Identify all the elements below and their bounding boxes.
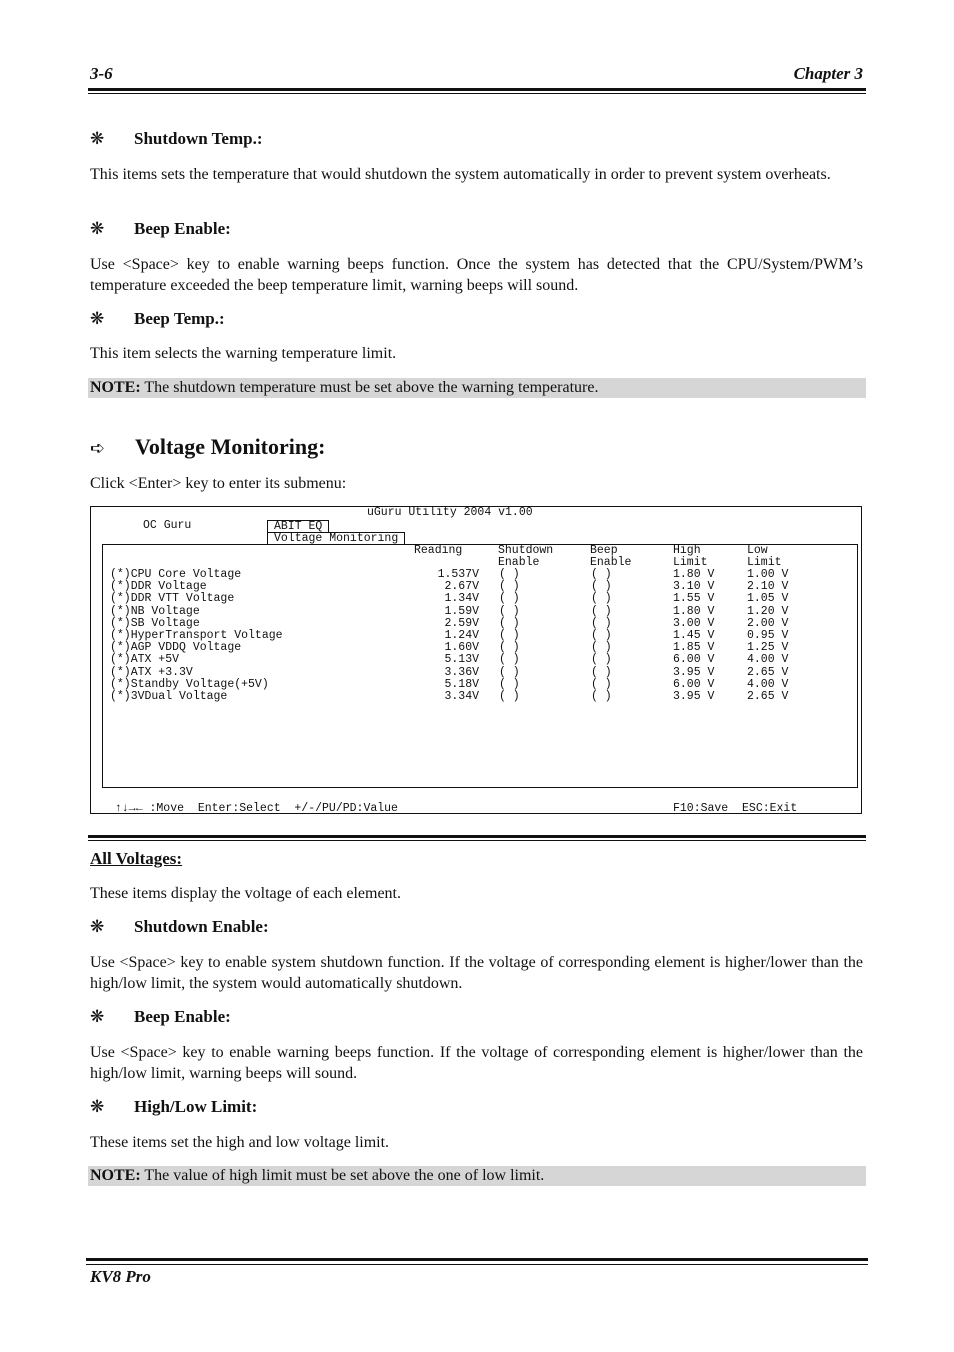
section-title: ❋ Shutdown Temp.: (90, 129, 263, 148)
section-text: Use <Space> key to enable system shutdown function. If the voltage of corresponding element is higher/lower than the high/low limit, the system would automatically shutdown. (90, 954, 863, 992)
row-low[interactable]: 1.05 V (747, 592, 789, 606)
bullet-star-icon: ❋ (90, 1097, 105, 1116)
section-text: Use <Space> key to enable warning beeps function. If the voltage of corresponding element is higher/lower than the high/low limit, warning beeps will sound. (90, 1044, 863, 1082)
row-beep[interactable]: ( ) (591, 629, 612, 642)
row-name: (*)3VDual Voltage (110, 690, 228, 703)
row-reading: 2.59V (444, 616, 479, 630)
section-text: This item selects the warning temperature limit. (90, 345, 397, 362)
row-beep[interactable]: ( ) (591, 592, 612, 606)
col-high: High (673, 544, 701, 557)
row-sd[interactable]: ( ) (499, 580, 520, 594)
row-low[interactable]: 4.00 V (747, 677, 789, 691)
bullet-star-icon: ❋ (90, 309, 105, 328)
bios-footer-save: F10:Save ESC:Exit (673, 802, 798, 815)
row-sd[interactable]: ( ) (499, 604, 520, 618)
row-beep[interactable]: ( ) (591, 568, 612, 581)
row-low[interactable]: 1.20 V (747, 604, 789, 618)
bios-rule-thin (88, 840, 866, 841)
row-sd[interactable]: ( ) (499, 653, 520, 667)
row-beep[interactable]: ( ) (591, 616, 612, 630)
section-title: ❋ Beep Enable: (90, 219, 231, 238)
section-title: ❋ Beep Enable: (90, 1007, 231, 1026)
row-name: (*)CPU Core Voltage (110, 568, 242, 581)
row-beep[interactable]: ( ) (591, 653, 612, 667)
footer-rule-thin (86, 1264, 868, 1265)
section-title: ❋ Beep Temp.: (90, 309, 225, 328)
row-high[interactable]: 6.00 V (673, 677, 715, 691)
row-sd[interactable]: ( ) (499, 629, 520, 642)
row-low[interactable]: 2.10 V (747, 580, 789, 594)
row-reading: 2.67V (444, 580, 479, 594)
col-high-2: Limit (673, 556, 708, 569)
section-text: These items set the high and low voltage limit. (90, 1134, 390, 1151)
product-name: KV8 Pro (90, 1267, 151, 1286)
row-reading: 5.18V (444, 677, 479, 691)
tab-abit-eq[interactable]: ABIT EQ (267, 520, 329, 533)
row-sd[interactable]: ( ) (499, 568, 520, 581)
row-name: (*)Standby Voltage(+5V) (110, 677, 269, 691)
row-reading: 3.36V (444, 665, 479, 679)
row-high[interactable]: 1.80 V (673, 604, 715, 618)
row-sd[interactable]: ( ) (499, 616, 520, 630)
all-voltages-text: These items display the voltage of each element. (90, 885, 401, 902)
header-rule-thin (88, 93, 866, 94)
tab-voltage-monitoring[interactable]: Voltage Monitoring (267, 532, 405, 545)
voltage-heading: ➪ Voltage Monitoring: (90, 434, 326, 459)
row-high[interactable]: 3.00 V (673, 616, 715, 630)
bios-rule (88, 835, 866, 838)
bios-footer-keys: ↑↓→← :Move Enter:Select +/-/PU/PD:Value (115, 802, 398, 815)
row-high[interactable]: 3.10 V (673, 580, 715, 594)
section-text: This items sets the temperature that would shutdown the system automatically in order to prevent system overheats. (90, 166, 831, 183)
row-beep[interactable]: ( ) (591, 580, 612, 594)
row-reading: 1.60V (444, 641, 479, 655)
row-beep[interactable]: ( ) (591, 665, 612, 679)
row-name: (*)ATX +3.3V (110, 665, 193, 679)
row-low[interactable]: 2.00 V (747, 616, 789, 630)
section-title: ❋ Shutdown Enable: (90, 917, 269, 936)
note-box: NOTE: The value of high limit must be set above the one of low limit. (88, 1166, 866, 1186)
header-rule (88, 88, 866, 91)
row-low[interactable]: 4.00 V (747, 653, 789, 667)
row-high[interactable]: 1.55 V (673, 592, 715, 606)
col-shutdown-2: Enable (498, 556, 540, 569)
section-text: Use <Space> key to enable warning beeps function. Once the system has detected that the CPU/System/PWM’s temperature exceeded the beep temperature limit, warning beeps will sound. (90, 256, 863, 294)
row-low[interactable]: 1.00 V (747, 568, 789, 581)
row-high[interactable]: 1.45 V (673, 629, 715, 642)
row-name: (*)AGP VDDQ Voltage (110, 641, 242, 655)
all-voltages-title: All Voltages: (90, 849, 183, 868)
row-beep[interactable]: ( ) (591, 677, 612, 691)
bullet-star-icon: ❋ (90, 129, 105, 148)
arrow-pointer-icon: ➪ (90, 438, 106, 458)
bullet-star-icon: ❋ (90, 219, 105, 238)
page-number: 3-6 (90, 64, 113, 83)
col-beep-2: Enable (590, 556, 632, 569)
row-reading: 5.13V (444, 653, 479, 667)
voltage-intro: Click <Enter> key to enter its submenu: (90, 475, 347, 492)
col-low-2: Limit (747, 556, 782, 569)
row-low[interactable]: 1.25 V (747, 641, 789, 655)
col-reading: Reading (414, 544, 463, 557)
row-high[interactable]: 6.00 V (673, 653, 715, 667)
tab-oc-guru[interactable]: OC Guru (143, 519, 192, 532)
row-reading: 1.537V (437, 568, 479, 581)
row-sd[interactable]: ( ) (499, 592, 520, 606)
row-high[interactable]: 1.80 V (673, 568, 715, 581)
row-reading: 1.59V (444, 604, 479, 618)
row-reading: 3.34V (444, 690, 479, 703)
row-reading: 1.34V (444, 592, 479, 606)
footer-rule (86, 1258, 868, 1261)
row-low[interactable]: 2.65 V (747, 690, 789, 703)
row-name: (*)DDR Voltage (110, 580, 207, 594)
col-shutdown: Shutdown (498, 544, 554, 557)
row-high[interactable]: 3.95 V (673, 690, 715, 703)
row-name: (*)ATX +5V (110, 653, 180, 667)
row-beep[interactable]: ( ) (591, 690, 612, 703)
note-box: NOTE: The shutdown temperature must be set above the warning temperature. (88, 378, 866, 398)
row-sd[interactable]: ( ) (499, 665, 520, 679)
row-beep[interactable]: ( ) (591, 604, 612, 618)
row-sd[interactable]: ( ) (499, 641, 520, 655)
row-name: (*)NB Voltage (110, 604, 200, 618)
row-name: (*)HyperTransport Voltage (110, 629, 283, 642)
row-name: (*)DDR VTT Voltage (110, 592, 235, 606)
row-sd[interactable]: ( ) (499, 677, 520, 691)
col-low: Low (747, 544, 768, 557)
row-sd[interactable]: ( ) (499, 690, 520, 703)
bios-title: uGuru Utility 2004 v1.00 (367, 506, 533, 519)
row-low[interactable]: 0.95 V (747, 629, 789, 642)
section-title: ❋ High/Low Limit: (90, 1097, 258, 1116)
row-beep[interactable]: ( ) (591, 641, 612, 655)
bullet-star-icon: ❋ (90, 1007, 105, 1026)
row-high[interactable]: 3.95 V (673, 665, 715, 679)
row-name: (*)SB Voltage (110, 616, 200, 630)
row-low[interactable]: 2.65 V (747, 665, 789, 679)
col-beep: Beep (590, 544, 618, 557)
bullet-star-icon: ❋ (90, 917, 105, 936)
chapter-label: Chapter 3 (793, 64, 863, 83)
row-high[interactable]: 1.85 V (673, 641, 715, 655)
row-reading: 1.24V (444, 629, 479, 642)
